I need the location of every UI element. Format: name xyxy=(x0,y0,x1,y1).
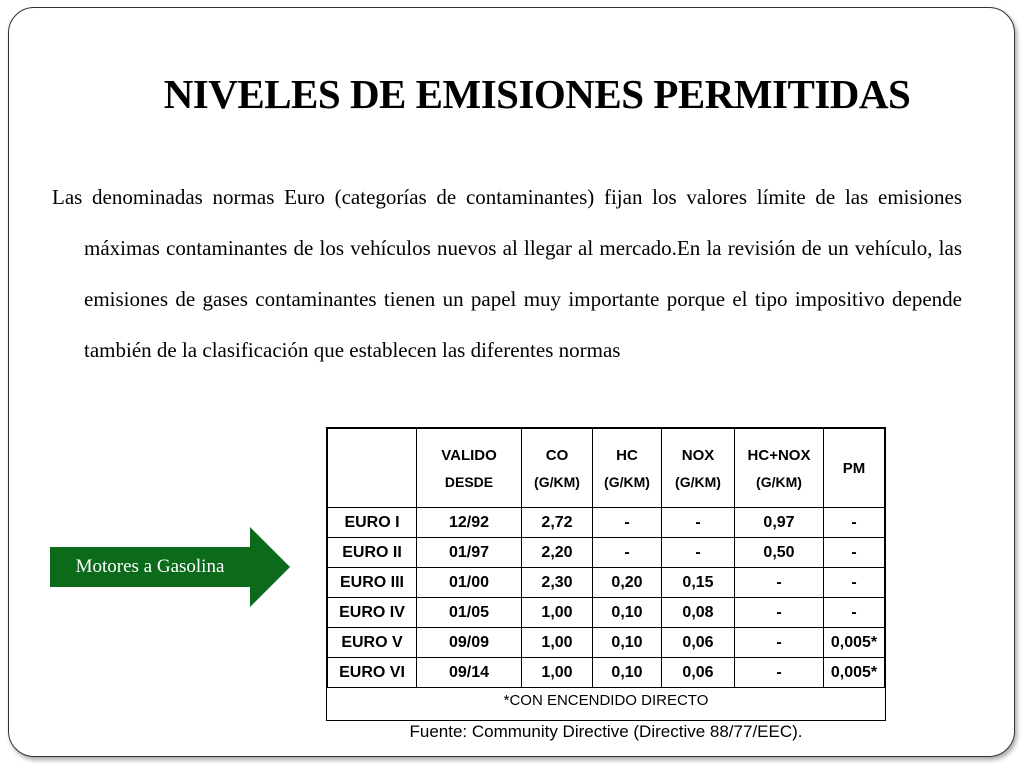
cell-pm: 0,005* xyxy=(824,658,885,688)
table-footnote: *CON ENCENDIDO DIRECTO xyxy=(503,692,709,709)
header-co-line2: (G/KM) xyxy=(534,473,580,490)
cell-name: EURO IV xyxy=(328,598,417,628)
cell-hc: - xyxy=(593,538,662,568)
slide-title: NIVELES DE EMISIONES PERMITIDAS xyxy=(163,71,911,117)
cell-pm: 0,005* xyxy=(824,628,885,658)
cell-nox: 0,08 xyxy=(662,598,735,628)
cell-hc: 0,10 xyxy=(593,628,662,658)
cell-hcnox: 0,50 xyxy=(735,538,824,568)
header-row xyxy=(328,429,885,508)
header-valido-line2: DESDE xyxy=(444,473,494,490)
cell-hc: 0,10 xyxy=(593,598,662,628)
cell-pm: - xyxy=(824,508,885,538)
cell-hc: 0,10 xyxy=(593,658,662,688)
arrow-label: Motores a Gasolina xyxy=(75,556,225,577)
header-nox-line2: (G/KM) xyxy=(675,473,721,490)
cell-pm: - xyxy=(824,538,885,568)
header-hcnox-line1: HC+NOX xyxy=(747,446,811,464)
table-row xyxy=(328,538,885,568)
header-nox-line1: NOX xyxy=(681,446,715,464)
cell-co: 1,00 xyxy=(522,598,593,628)
header-cell-valido xyxy=(417,429,522,508)
header-cell-hcnox xyxy=(735,429,824,508)
header-cell-pm xyxy=(824,429,885,508)
cell-desde: 01/00 xyxy=(417,568,522,598)
cell-hc: - xyxy=(593,508,662,538)
cell-hcnox: - xyxy=(735,568,824,598)
header-valido-line1: VALIDO xyxy=(441,446,497,464)
cell-nox: 0,06 xyxy=(662,628,735,658)
cell-nox: - xyxy=(662,508,735,538)
table-row xyxy=(328,508,885,538)
cell-hcnox: - xyxy=(735,658,824,688)
header-cell-blank xyxy=(328,429,417,508)
cell-hcnox: - xyxy=(735,598,824,628)
source-caption: Fuente: Community Directive (Directive 88/77/EEC). xyxy=(409,722,803,741)
cell-co: 2,72 xyxy=(522,508,593,538)
body-paragraph: Las denominadas normas Euro (categorías de contaminantes) fijan los valores límite de las emisiones máximas contaminantes de los vehículos nuevos al llegar al mercado.En la revisión de un vehículo, las emisiones de gases contaminantes tienen un papel muy importante porque el tipo impositivo depende también de la clasificación que establecen las diferentes normas xyxy=(52,185,962,362)
cell-desde: 12/92 xyxy=(417,508,522,538)
cell-desde: 01/05 xyxy=(417,598,522,628)
cell-co: 1,00 xyxy=(522,658,593,688)
header-hcnox-line2: (G/KM) xyxy=(756,473,802,490)
emissions-grid xyxy=(327,428,885,688)
cell-hc: 0,20 xyxy=(593,568,662,598)
cell-name: EURO III xyxy=(328,568,417,598)
cell-pm: - xyxy=(824,568,885,598)
cell-hcnox: - xyxy=(735,628,824,658)
cell-nox: 0,06 xyxy=(662,658,735,688)
cell-name: EURO I xyxy=(328,508,417,538)
cell-co: 2,30 xyxy=(522,568,593,598)
table-body xyxy=(328,508,885,688)
table-row xyxy=(328,598,885,628)
cell-hcnox: 0,97 xyxy=(735,508,824,538)
header-hc-line1: HC xyxy=(616,446,638,464)
header-hc-line2: (G/KM) xyxy=(604,473,650,490)
cell-name: EURO VI xyxy=(328,658,417,688)
header-cell-hc xyxy=(593,429,662,508)
header-pm-line1: PM xyxy=(842,459,866,477)
emissions-table xyxy=(326,427,886,721)
cell-name: EURO II xyxy=(328,538,417,568)
cell-desde: 09/09 xyxy=(417,628,522,658)
cell-nox: 0,15 xyxy=(662,568,735,598)
header-co-line1: CO xyxy=(545,446,569,464)
cell-pm: - xyxy=(824,598,885,628)
cell-name: EURO V xyxy=(328,628,417,658)
cell-desde: 01/97 xyxy=(417,538,522,568)
cell-nox: - xyxy=(662,538,735,568)
header-cell-nox xyxy=(662,429,735,508)
cell-co: 1,00 xyxy=(522,628,593,658)
table-row xyxy=(328,568,885,598)
table-row xyxy=(328,658,885,688)
table-row xyxy=(328,628,885,658)
cell-desde: 09/14 xyxy=(417,658,522,688)
gasoline-arrow xyxy=(50,527,290,607)
header-cell-co xyxy=(522,429,593,508)
cell-co: 2,20 xyxy=(522,538,593,568)
